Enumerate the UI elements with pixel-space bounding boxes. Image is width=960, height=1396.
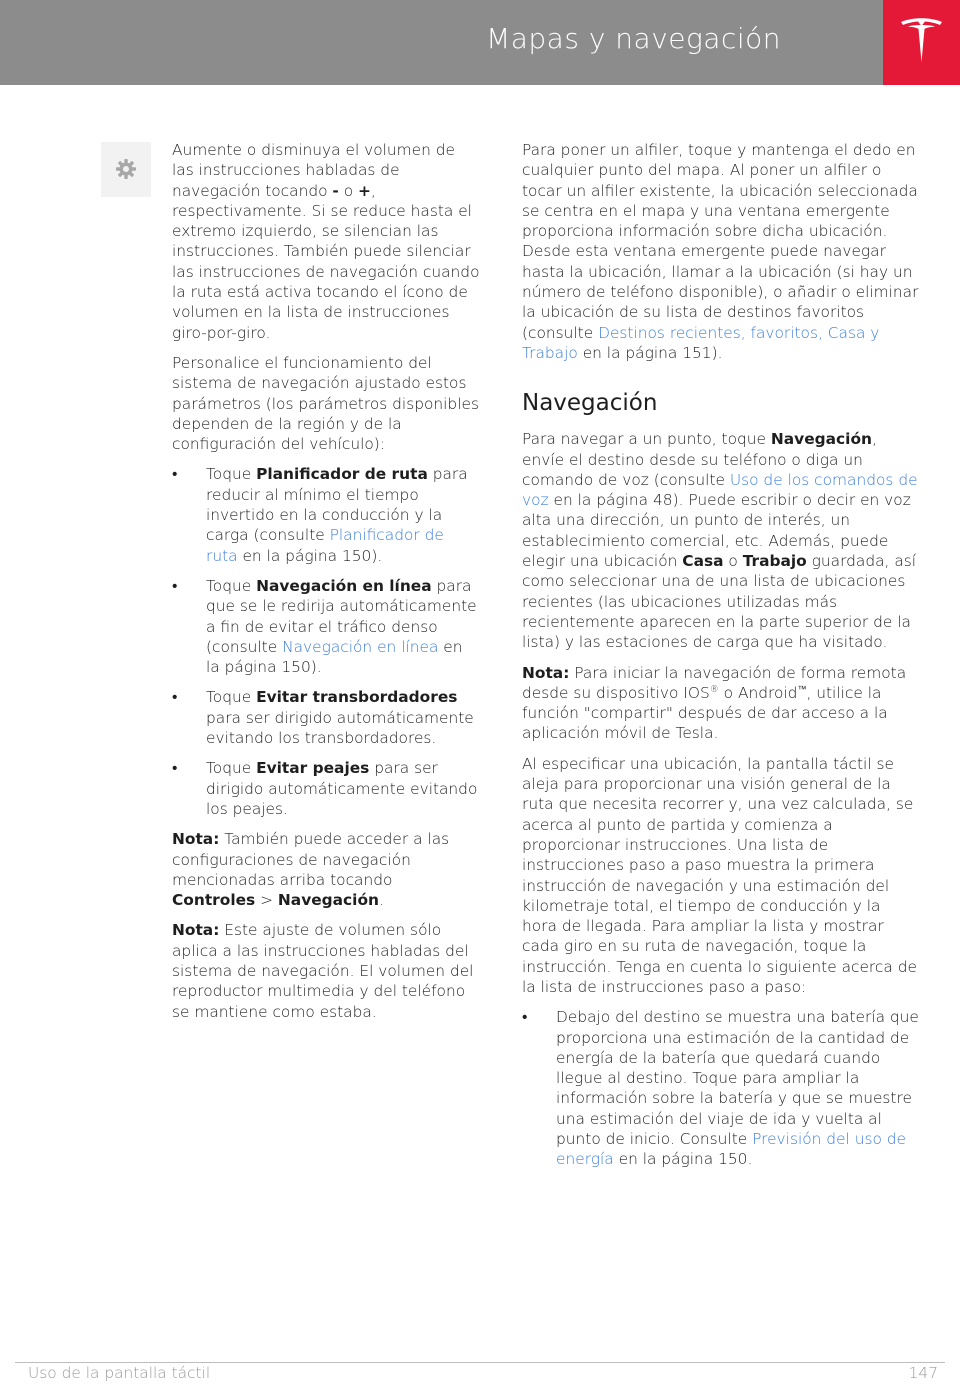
right-column bbox=[522, 140, 920, 1180]
page-title: Mapas y navegación bbox=[486, 22, 781, 55]
footer-section: Uso de la pantalla táctil bbox=[28, 1364, 211, 1382]
turn-list-notes bbox=[522, 1007, 920, 1169]
link-online-routing[interactable]: Navegación en línea bbox=[282, 637, 439, 656]
list-item: • Debajo del destino se muestra una batería que proporciona una estimación de la cantidad de energía de la batería que quedará cuando llegue al destino. Toque para ampliar la información sobre la batería y que se muestre una estimación del viaje de ida y vuelta al punto de inicio. Consulte Previsión del uso de energía en la página 150. bbox=[522, 1007, 920, 1169]
page-number: 147 bbox=[908, 1364, 938, 1382]
left-column bbox=[172, 140, 480, 1032]
volume-paragraph: Aumente o disminuya el volumen de las instrucciones habladas de navegación tocando - o +, respectivamente. Si se reduce hasta el extremo izquierdo, se silencian las instrucciones. También puede silenciar las instrucciones de navegación cuando la ruta está activa tocando el ícono de volumen en la lista de instrucciones giro-por-giro. bbox=[172, 141, 480, 342]
list-item: • Toque Evitar peajes para ser dirigido automáticamente evitando los peajes. bbox=[172, 758, 480, 819]
list-item: • Toque Evitar transbordadores para ser dirigido automáticamente evitando los transbordadores. bbox=[172, 687, 480, 748]
personalize-paragraph: Personalice el funcionamiento del sistema de navegación ajustado estos parámetros (los parámetros disponibles dependen de la región y de la configuración del vehículo): bbox=[172, 353, 479, 454]
pin-paragraph: Para poner un alfiler, toque y mantenga el dedo en cualquier punto del mapa. Al poner un alfiler o tocar un alfiler existente, la ubicación seleccionada se centra en el mapa y una ventana emergente proporciona información sobre dicha ubicación. Desde esta ventana emergente puede navegar hasta la ubicación, llamar a la ubicación (si hay un número de teléfono disponible), o añadir o eliminar la ubicación de su lista de destinos favoritos (consulte Destinos recientes, favoritos, Casa y Trabajo en la página 151). bbox=[522, 141, 919, 362]
settings-list bbox=[172, 464, 480, 819]
link-route-planner[interactable]: Planificador de ruta bbox=[206, 526, 444, 565]
minus-symbol: - bbox=[332, 181, 339, 200]
gear-icon bbox=[115, 158, 137, 180]
header-bar bbox=[0, 0, 883, 85]
navigation-paragraph: Para navegar a un punto, toque Navegación, envíe el destino desde su teléfono o diga un comando de voz (consulte Uso de los comandos de voz en la página 48). Puede escribir o decir en voz alta una dirección, un punto de interés, un establecimiento comercial, etc. Además, puede elegir una ubicación Casa o Trabajo guardada, así como seleccionar una de una lista de ubicaciones recientes (las ubicaciones utilizadas más recientemente aparecen en la parte superior de la lista) y las estaciones de carga que ha visitado. bbox=[522, 430, 918, 652]
plus-symbol: + bbox=[358, 181, 371, 200]
note-volume: Nota: Este ajuste de volumen sólo aplica a las instrucciones habladas del sistema de navegación. El volumen del reproductor multimedia y del teléfono se mantiene como estaba. bbox=[172, 921, 474, 1021]
section-heading-navigation: Navegación bbox=[522, 390, 658, 417]
link-energy-prediction[interactable]: Previsión del uso de energía bbox=[556, 1130, 907, 1169]
brand-logo bbox=[883, 0, 960, 85]
tesla-logo-icon bbox=[900, 16, 943, 66]
note-remote-navigation: Nota: Para iniciar la navegación de forma remota desde su dispositivo IOS® o Android™, utilice la función "compartir" después de dar acceso a la aplicación móvil de Tesla. bbox=[522, 663, 907, 743]
settings-callout bbox=[101, 142, 151, 197]
list-item: • Toque Navegación en línea para que se le redirija automáticamente a fin de evitar el tráfico denso (consulte Navegación en línea en la página 150). bbox=[172, 576, 480, 677]
note-controls: Nota: También puede acceder a las configuraciones de navegación mencionadas arriba tocando Controles > Navegación. bbox=[172, 830, 450, 910]
overview-paragraph: Al especificar una ubicación, la pantalla táctil se aleja para proporcionar una visión general de la ruta que necesita recorrer y, una vez calculada, se acerca al punto de partida y comienza a proporcionar instrucciones. Una lista de instrucciones paso a paso muestra la primera instrucción de navegación y una estimación del kilometraje total, el tiempo de conducción y la hora de llegada. Para ampliar la lista y mostrar cada giro en su ruta de navegación, toque la instrucción. Tenga en cuenta lo siguiente acerca de la lista de instrucciones paso a paso: bbox=[522, 754, 917, 996]
list-item: • Toque Planificador de ruta para reducir al mínimo el tiempo invertido en la conducción y la carga (consulte Planificador de ruta en la página 150). bbox=[172, 464, 480, 565]
link-recent-destinations[interactable]: Destinos recientes, favoritos, Casa y Trabajo bbox=[522, 323, 880, 362]
link-voice-commands[interactable]: Uso de los comandos de voz bbox=[522, 470, 918, 510]
footer-divider bbox=[15, 1362, 945, 1363]
